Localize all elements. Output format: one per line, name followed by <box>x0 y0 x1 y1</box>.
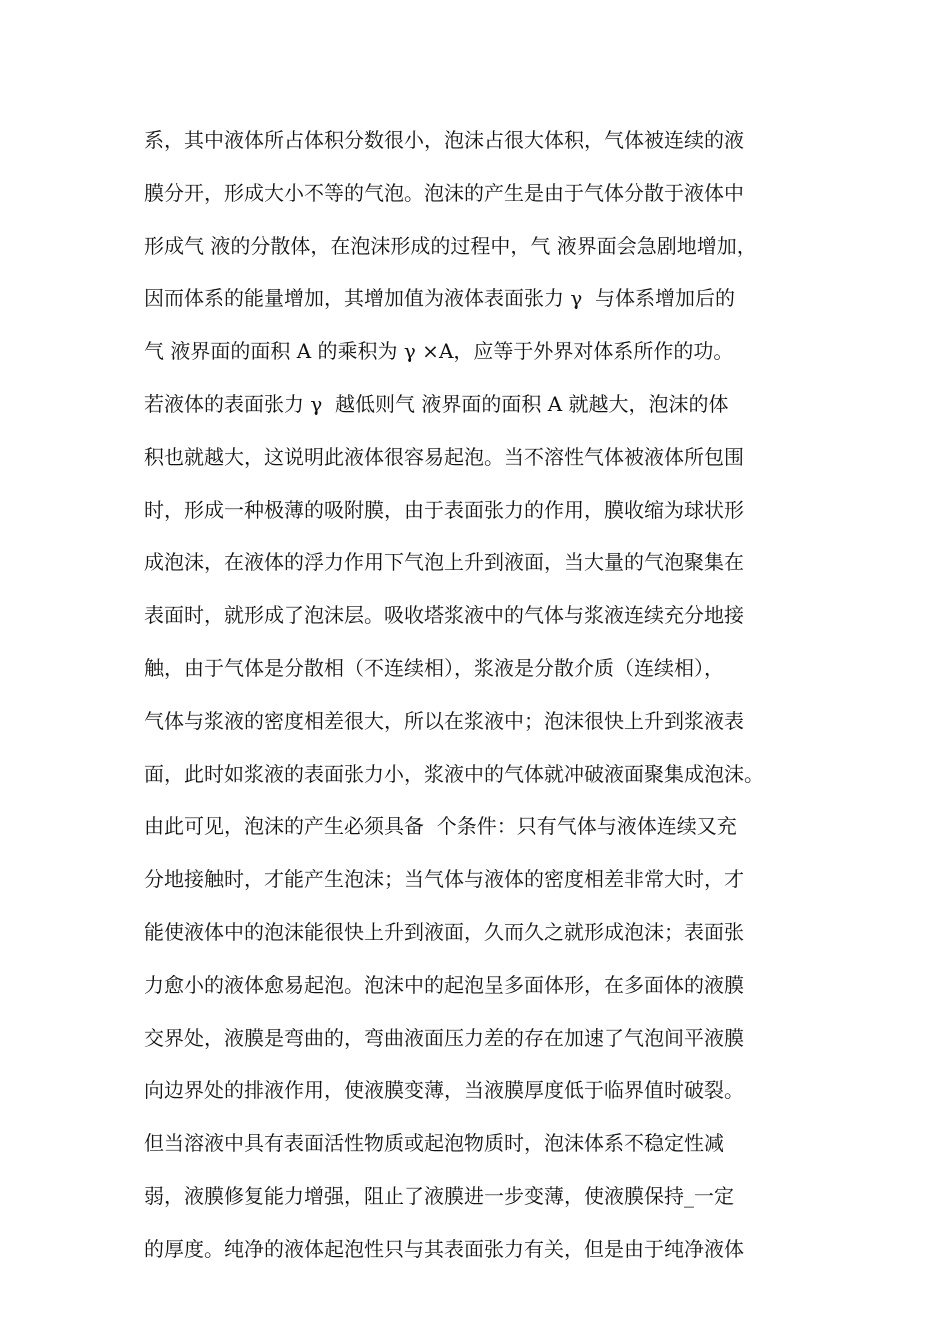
text-line: 时，形成一种极薄的吸附膜，由于表面张力的作用，膜收缩为球状形 <box>144 497 744 522</box>
text-line: 气 液界面的面积 A 的乘积为 γ ×A，应等于外界对体系所作的功。 <box>144 339 734 364</box>
text-line: 弱，液膜修复能力增强，阻止了液膜进一步变薄，使液膜保持_一定 <box>144 1183 734 1208</box>
text-line: 积也就越大，这说明此液体很容易起泡。当不溶性气体被液体所包围 <box>144 444 744 469</box>
body-paragraph <box>144 114 824 1276</box>
text-line: 能使液体中的泡沫能很快上升到液面，久而久之就形成泡沫；表面张 <box>144 919 744 944</box>
text-line: 膜分开，形成大小不等的气泡。泡沫的产生是由于气体分散于液体中 <box>144 180 744 205</box>
text-line: 成泡沫，在液体的浮力作用下气泡上升到液面，当大量的气泡聚集在 <box>144 550 744 575</box>
text-line: 由此可见，泡沫的产生必须具备 个条件：只有气体与液体连续又充 <box>144 814 737 839</box>
text-line: 但当溶液中具有表面活性物质或起泡物质时，泡沫体系不稳定性减 <box>144 1131 724 1156</box>
text-line: 因而体系的能量增加，其增加值为液体表面张力 γ 与体系增加后的 <box>144 286 736 311</box>
text-line: 交界处，液膜是弯曲的，弯曲液面压力差的存在加速了气泡间平液膜 <box>144 1025 744 1050</box>
text-line: 表面时，就形成了泡沫层。吸收塔浆液中的气体与浆液连续充分地接 <box>144 603 744 628</box>
text-line: 若液体的表面张力 γ 越低则气 液界面的面积 A 就越大，泡沫的体 <box>144 391 729 416</box>
text-line: 气体与浆液的密度相差很大，所以在浆液中；泡沫很快上升到浆液表 <box>144 708 744 733</box>
text-line: 的厚度。纯净的液体起泡性只与其表面张力有关，但是由于纯净液体 <box>144 1236 744 1261</box>
text-line: 力愈小的液体愈易起泡。泡沫中的起泡呈多面体形，在多面体的液膜 <box>144 972 744 997</box>
text-line: 形成气 液的分散体，在泡沫形成的过程中，气 液界面会急剧地增加， <box>144 233 757 258</box>
text-line: 向边界处的排液作用，使液膜变薄，当液膜厚度低于临界值时破裂。 <box>144 1078 744 1103</box>
text-line: 系，其中液体所占体积分数很小，泡沫占很大体积，气体被连续的液 <box>144 128 744 152</box>
text-line: 面，此时如浆液的表面张力小，浆液中的气体就冲破液面聚集成泡沫。 <box>144 761 764 786</box>
text-line: 触，由于气体是分散相（不连续相），浆液是分散介质（连续相）， <box>144 655 724 680</box>
text-line: 分地接触时，才能产生泡沫；当气体与液体的密度相差非常大时，才 <box>144 867 744 892</box>
